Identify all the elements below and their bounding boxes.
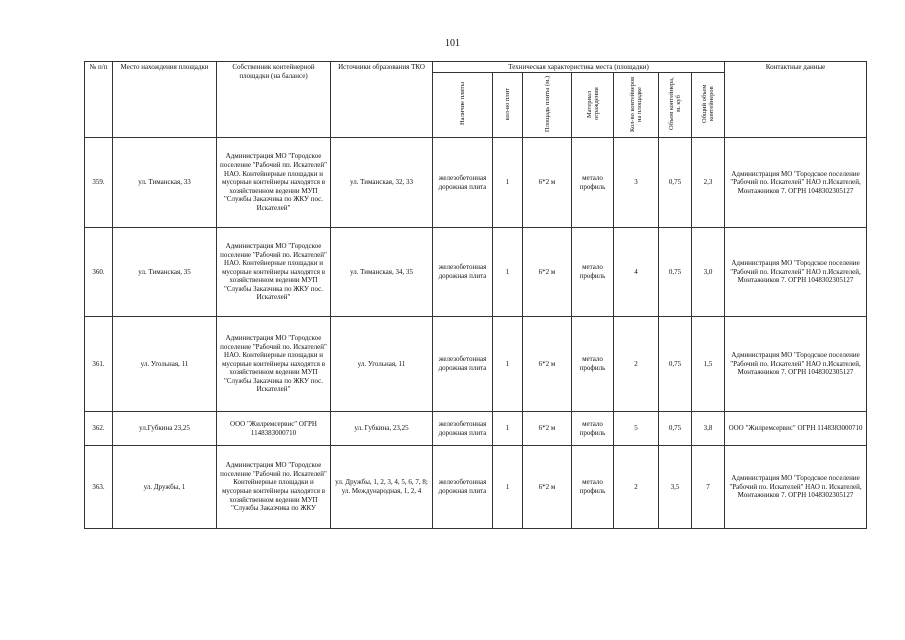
cell-owner: ООО "Жилремсервис" ОГРН 1148383000710 xyxy=(217,412,331,446)
cell-plates: железобетонная дорожная плита xyxy=(433,412,493,446)
cell-num: 359. xyxy=(85,138,113,228)
cell-owner: Администрация МО "Городское поселение "Рабочий пп. Искателей" НАО. Контейнерные площадки и мусорные контейнеры находятся в хозяйственном ведении МУП "Службы Заказчика по ЖКУ пос. Искателей" xyxy=(217,138,331,228)
cell-contacts: Администрация МО "Городское поселение "Рабочий по. Искателей" НАО п. Искателей, Монтажников 7. ОГРН 1048302305127 xyxy=(725,446,867,529)
header-volume: Объем контейнера, м. куб xyxy=(659,73,692,138)
header-containers: Кол-во контейнеров на площадке xyxy=(614,73,659,138)
cell-plate-count: 1 xyxy=(493,228,523,317)
cell-plate-area: 6*2 м xyxy=(523,446,572,529)
cell-plate-area: 6*2 м xyxy=(523,317,572,412)
cell-volume: 0,75 xyxy=(659,138,692,228)
cell-total-volume: 3,8 xyxy=(692,412,725,446)
cell-num: 361. xyxy=(85,317,113,412)
table-row xyxy=(85,446,867,529)
cell-volume: 0,75 xyxy=(659,317,692,412)
cell-containers: 3 xyxy=(614,138,659,228)
cell-location: ул. Тиманская, 35 xyxy=(113,228,217,317)
cell-owner: Администрация МО "Городское поселение "Рабочий по. Искателей" Контейнерные площадки и мусорные контейнеры находятся в хозяйственном ведении МУП "Службы Заказчика по ЖКУ xyxy=(217,446,331,529)
cell-plates: железобетонная дорожная плита xyxy=(433,446,493,529)
table-row xyxy=(85,138,867,228)
cell-fence: метало профиль xyxy=(572,412,614,446)
page-number: 101 xyxy=(445,38,460,49)
cell-contacts: ООО "Жилремсервис" ОГРН 1148383000710 xyxy=(725,412,867,446)
cell-contacts: Администрация МО "Городское поселение "Рабочий по. Искателей" НАО п.Искателей, Монтажников 7. ОГРН 1048302305127 xyxy=(725,228,867,317)
cell-location: ул. Угольная, 11 xyxy=(113,317,217,412)
cell-plate-area: 6*2 м xyxy=(523,228,572,317)
header-location: Место нахождения площадки xyxy=(113,62,217,138)
cell-containers: 5 xyxy=(614,412,659,446)
cell-fence: метало профиль xyxy=(572,228,614,317)
cell-total-volume: 2,3 xyxy=(692,138,725,228)
cell-location: ул.Губкина 23,25 xyxy=(113,412,217,446)
cell-containers: 4 xyxy=(614,228,659,317)
cell-plate-count: 1 xyxy=(493,446,523,529)
cell-contacts: Администрация МО "Городское поселение "Рабочий по. Искателей" НАО п.Искателей, Монтажников 7. ОГРН 1048302305127 xyxy=(725,317,867,412)
cell-owner: Администрация МО "Городское поселение "Рабочий по. Искателей" НАО. Контейнерные площадки и мусорные контейнеры находятся в хозяйственном ведении МУП "Службы Заказчика по ЖКУ пос. Искателей" xyxy=(217,228,331,317)
cell-sources: ул. Тиманская, 34, 35 xyxy=(331,228,433,317)
cell-total-volume: 7 xyxy=(692,446,725,529)
cell-volume: 0,75 xyxy=(659,412,692,446)
container-sites-table xyxy=(84,61,867,529)
table-row xyxy=(85,228,867,317)
header-plates: Наличие плиты xyxy=(433,73,493,138)
cell-volume: 3,5 xyxy=(659,446,692,529)
cell-sources: ул. Губкина, 23,25 xyxy=(331,412,433,446)
cell-contacts: Администрация МО "Городское поселение "Рабочий по. Искателей" НАО п.Искателей, Монтажников 7. ОГРН 1048302305127 xyxy=(725,138,867,228)
header-owner: Собственник контейнерной площадки (на балансе) xyxy=(217,62,331,138)
cell-plate-count: 1 xyxy=(493,138,523,228)
cell-plate-count: 1 xyxy=(493,317,523,412)
cell-plates: железобетонная дорожная плита xyxy=(433,317,493,412)
header-plate-count: кол-во плит xyxy=(493,73,523,138)
header-contacts: Контактные данные xyxy=(725,62,867,138)
header-total-volume: Общий объем контейнеров xyxy=(692,73,725,138)
cell-num: 363. xyxy=(85,446,113,529)
cell-owner: Администрация МО "Городское поселение "Рабочий по. Искателей" НАО. Контейнерные площадки и мусорные контейнеры находятся в хозяйственном ведении МУП "Службы Заказчика по ЖКУ пос. Искателей" xyxy=(217,317,331,412)
cell-fence: метало профиль xyxy=(572,446,614,529)
cell-sources: ул. Дружбы, 1, 2, 3, 4, 5, 6, 7, 8; ул. Международная, 1, 2, 4 xyxy=(331,446,433,529)
cell-location: ул. Дружбы, 1 xyxy=(113,446,217,529)
cell-num: 360. xyxy=(85,228,113,317)
header-fence: Материал ограждения xyxy=(572,73,614,138)
header-tech: Техническая характеристика места (площадки) xyxy=(433,62,725,73)
cell-location: ул. Тиманская, 33 xyxy=(113,138,217,228)
header-sources: Источники образования ТКО xyxy=(331,62,433,138)
header-num: № п/п xyxy=(85,62,113,138)
cell-plate-area: 6*2 м xyxy=(523,138,572,228)
cell-sources: ул. Угольная, 11 xyxy=(331,317,433,412)
table-row xyxy=(85,412,867,446)
cell-containers: 2 xyxy=(614,446,659,529)
cell-total-volume: 3,0 xyxy=(692,228,725,317)
cell-plates: железобетонная дорожная плита xyxy=(433,228,493,317)
table-row xyxy=(85,317,867,412)
cell-plate-count: 1 xyxy=(493,412,523,446)
cell-sources: ул. Тиманская, 32, 33 xyxy=(331,138,433,228)
cell-volume: 0,75 xyxy=(659,228,692,317)
cell-num: 362. xyxy=(85,412,113,446)
cell-plate-area: 6*2 м xyxy=(523,412,572,446)
header-plate-area: Площадь плиты (м.) xyxy=(523,73,572,138)
cell-fence: метало профиль xyxy=(572,138,614,228)
cell-plates: железобетонная дорожная плита xyxy=(433,138,493,228)
cell-fence: метало профиль xyxy=(572,317,614,412)
cell-total-volume: 1,5 xyxy=(692,317,725,412)
cell-containers: 2 xyxy=(614,317,659,412)
